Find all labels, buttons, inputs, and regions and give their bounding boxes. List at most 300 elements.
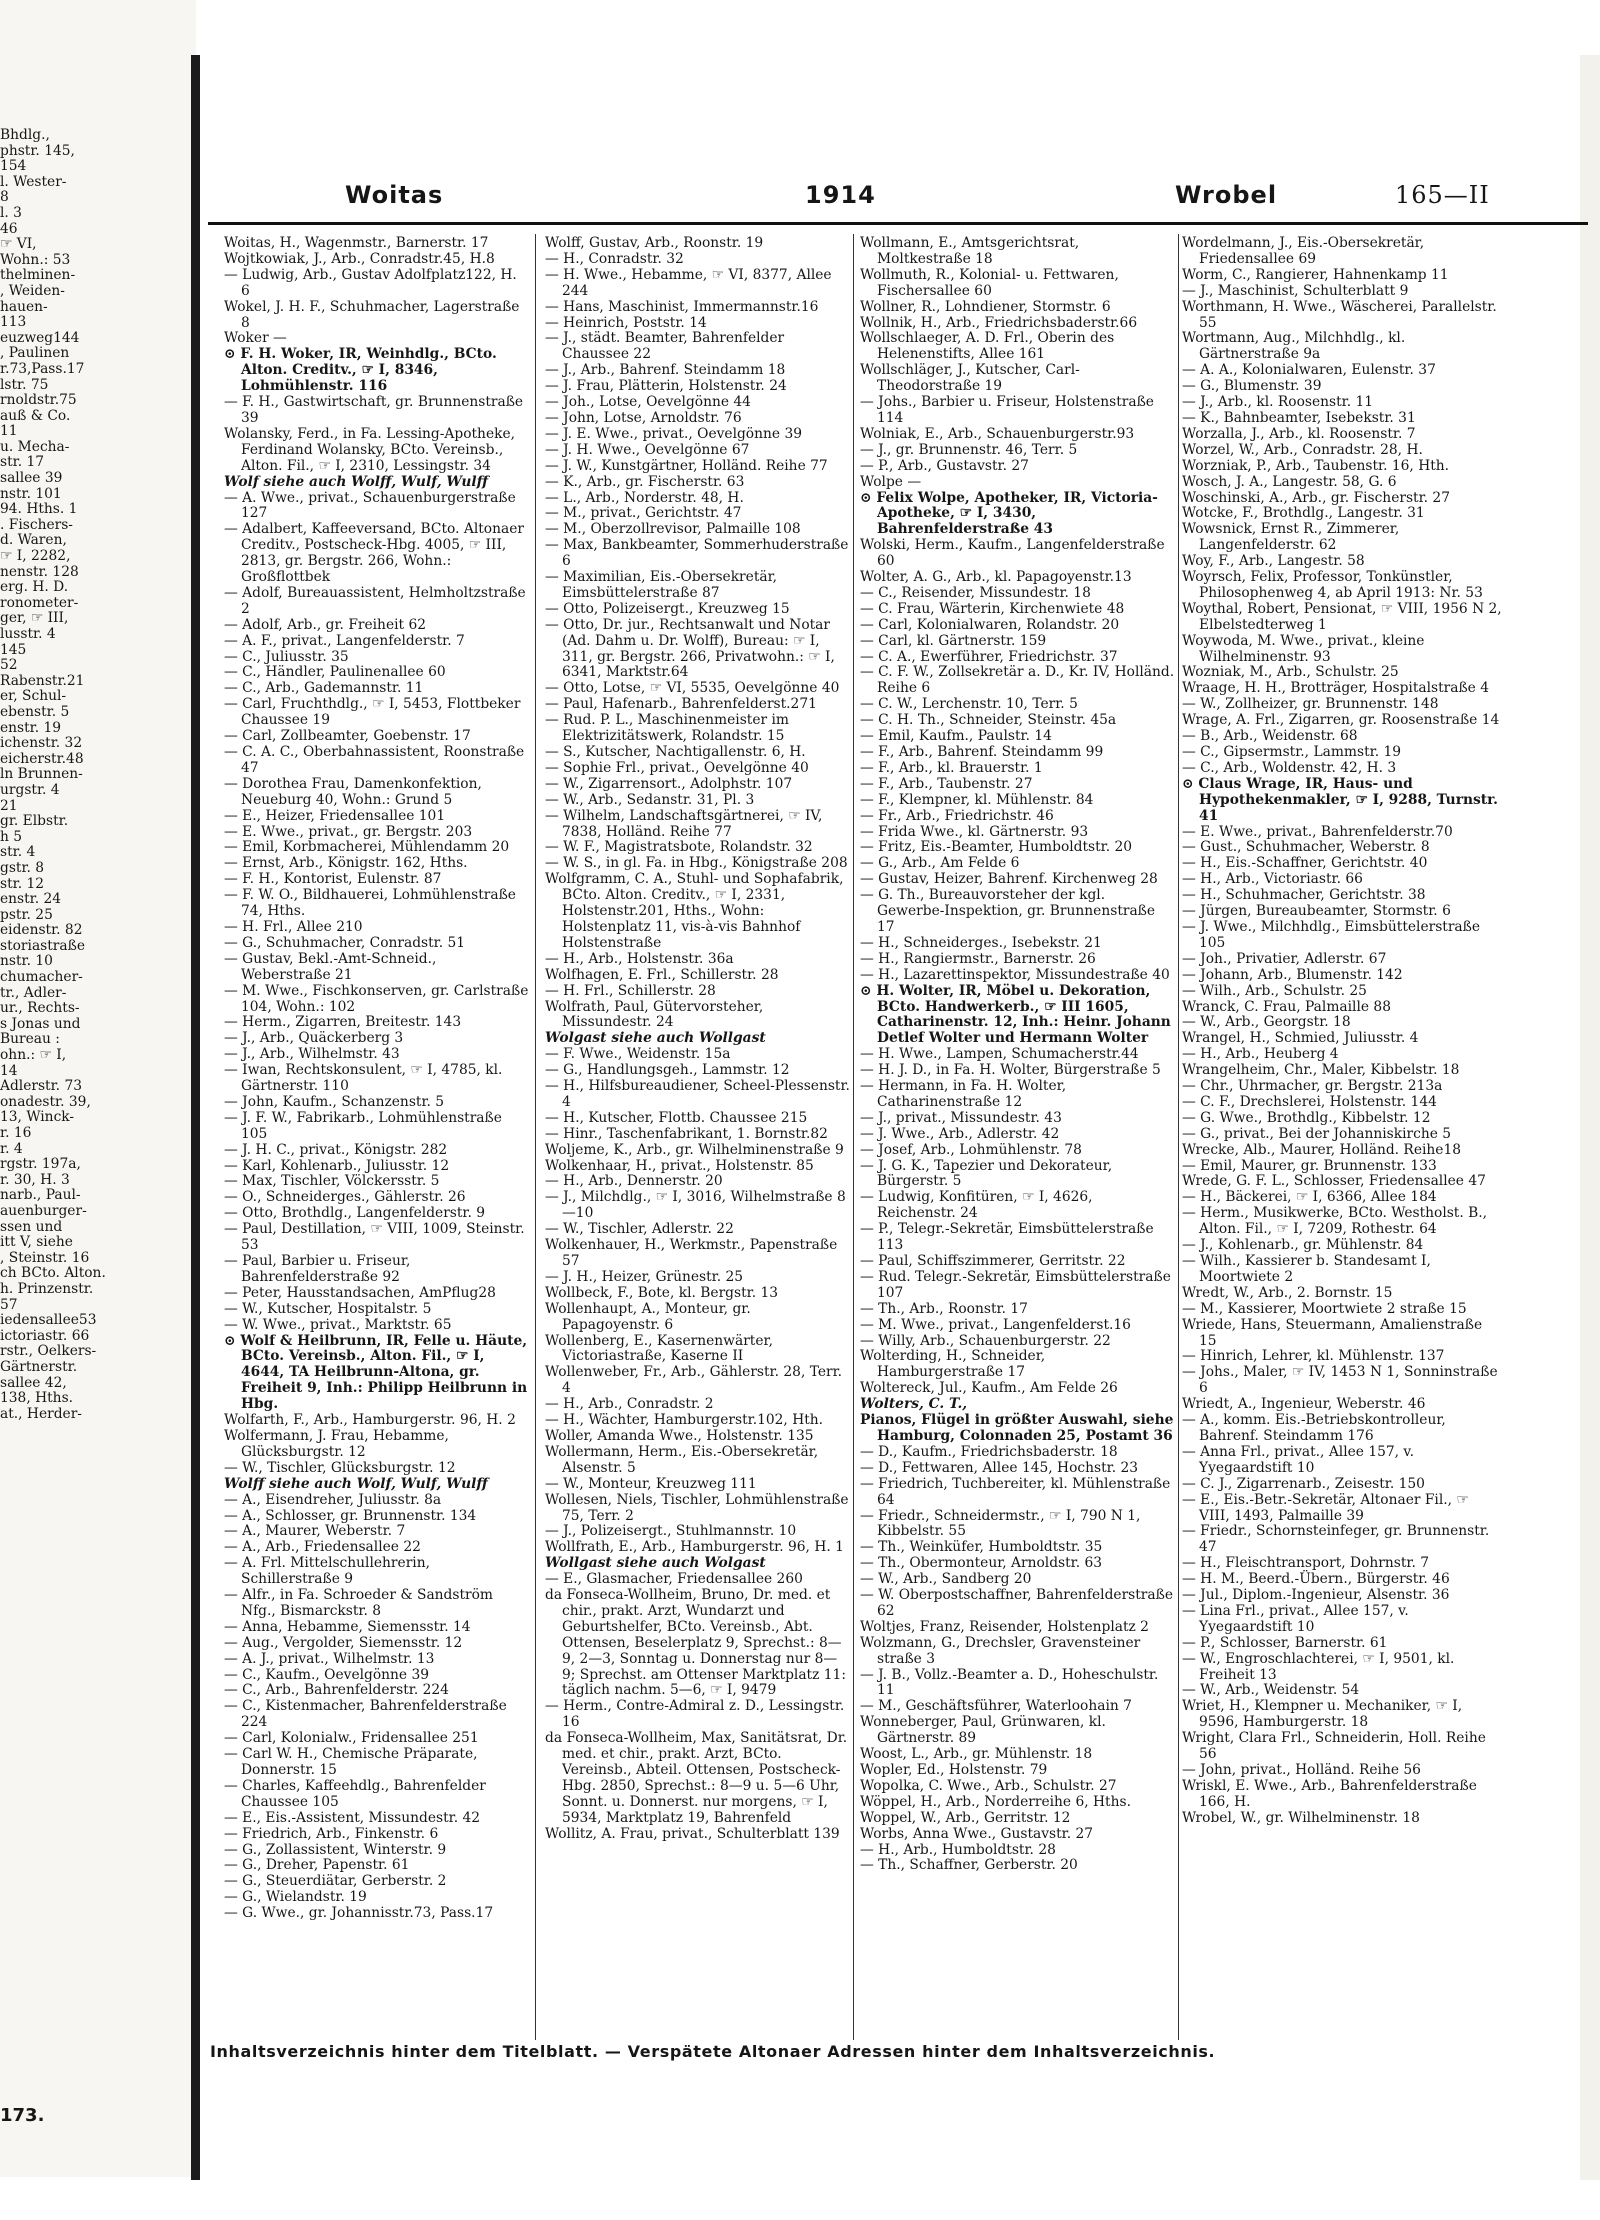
directory-entry: — J., Arb., Wilhelmstr. 43 — [224, 1046, 400, 1063]
directory-entry: — F., Arb., Bahrenf. Steindamm 99 — [860, 744, 1104, 760]
previous-page-line: 13, Winck- — [0, 1109, 75, 1126]
directory-entry: — Hans, Maschinist, Immermannstr.16 — [545, 298, 819, 315]
previous-page-line: ohn.: ☞ I, — [0, 1047, 67, 1064]
previous-page-line: euzweg144 — [0, 329, 80, 346]
directory-entry: — G. Wwe., gr. Johannisstr.73, Pass.17 — [224, 1905, 494, 1922]
previous-page-line: str. 12 — [0, 875, 45, 892]
previous-page-line: gstr. 8 — [0, 859, 45, 876]
directory-entry: — W., Engroschlachterei, ☞ I, 9501, kl. Freiheit 13 — [1182, 1650, 1455, 1683]
directory-entry: — J. Frau, Plätterin, Holstenstr. 24 — [545, 378, 787, 395]
directory-entry: — C., Kaufm., Oevelgönne 39 — [224, 1666, 430, 1683]
directory-entry: Woythal, Robert, Pensionat, ☞ VIII, 1956 N 2, Elbelstedterweg 1 — [1182, 600, 1502, 633]
directory-entry: — Gustav, Bekl.-Amt-Schneid., Weberstraße 21 — [224, 950, 437, 983]
previous-page-line: narb., Paul- — [0, 1187, 81, 1204]
directory-entry: — M. Wwe., Fischkonserven, gr. Carlstraße 104, Wohn.: 102 — [224, 982, 529, 1015]
directory-entry: — F. H., Kontorist, Eulenstr. 87 — [224, 871, 442, 888]
directory-entry: Woschinski, A., Arb., gr. Fischerstr. 27 — [1182, 489, 1450, 506]
directory-entry: ⊙ H. Wolter, IR, Möbel u. Dekoration, BCto. Handwerkerb., ☞ III 1605, Catharinenstr. 12, Inh.: Heinr. Johann Detlef Wolter und Hermann Wolter — [860, 982, 1171, 1047]
directory-entry: — C. Frau, Wärterin, Kirchenwiete 48 — [860, 600, 1125, 617]
directory-entry: — A. F., privat., Langenfelderstr. 7 — [224, 632, 465, 649]
directory-entry: — J., Polizeisergt., Stuhlmannstr. 10 — [545, 1523, 797, 1540]
directory-entry: Wright, Clara Frl., Schneiderin, Holl. Reihe 56 — [1182, 1730, 1486, 1763]
previous-page-line: str. 17 — [0, 454, 45, 471]
previous-page-line: nstr. 10 — [0, 953, 53, 970]
directory-entry: — W., Tischler, Adlerstr. 22 — [545, 1221, 734, 1238]
directory-entry: Wollitz, A. Frau, privat., Schulterblatt 139 — [545, 1825, 840, 1842]
previous-page-line: pstr. 25 — [0, 906, 53, 923]
directory-entry: — Wilhelm, Landschaftsgärtnerei, ☞ IV, 7838, Holländ. Reihe 77 — [545, 807, 823, 840]
directory-entry: — Adalbert, Kaffeeversand, BCto. Altonaer Creditv., Postscheck-Hbg. 4005, ☞ III, 2813, gr. Bergstr. 266, Wohn.: Großflottbek — [224, 521, 524, 586]
previous-page-line: lusstr. 4 — [0, 626, 56, 642]
directory-entry: — Carl, Kolonialwaren, Rolandstr. 20 — [860, 616, 1120, 633]
previous-page-line: l. Wester- — [0, 173, 67, 190]
previous-page-line: iedensallee53 — [0, 1312, 97, 1329]
previous-page-line: ebenstr. 5 — [0, 703, 70, 720]
directory-entry: Wrecke, Alb., Maurer, Holländ. Reihe18 — [1182, 1141, 1462, 1158]
directory-entry: — Maximilian, Eis.-Obersekretär, Eimsbüttelerstraße 87 — [545, 569, 778, 601]
previous-page-line: rstr., Oelkers- — [0, 1343, 97, 1360]
directory-entry: — J. F. W., Fabrikarb., Lohmühlenstraße 105 — [224, 1109, 502, 1142]
cross-reference-heading: Wollgast siehe auch Wolgast — [545, 1555, 766, 1572]
directory-entry: — H., Schneiderges., Isebekstr. 21 — [860, 934, 1102, 951]
directory-entry: — A., Maurer, Weberstr. 7 — [224, 1523, 406, 1540]
directory-entry: Worzniak, P., Arb., Taubenstr. 16, Hth. — [1182, 457, 1450, 474]
directory-entry: — J., gr. Brunnenstr. 46, Terr. 5 — [860, 441, 1078, 458]
previous-page-line: tr., Adler- — [0, 984, 67, 1001]
directory-entry: — A. J., privat., Wilhelmstr. 13 — [224, 1650, 435, 1667]
header-rule — [208, 222, 1588, 225]
header-first-entry: Woitas — [345, 181, 444, 209]
directory-entry: — Aug., Vergolder, Siemensstr. 12 — [224, 1634, 463, 1651]
directory-entry: — Rud. Telegr.-Sekretär, Eimsbüttelerstraße 107 — [860, 1268, 1171, 1301]
directory-entry: — C. A. C., Oberbahnassistent, Roonstraße 47 — [224, 744, 525, 776]
directory-entry: — A., komm. Eis.-Betriebskontrolleur, Bahrenf. Steindamm 176 — [1182, 1412, 1446, 1444]
directory-entry: — H., Wächter, Hamburgerstr.102, Hth. — [545, 1412, 824, 1429]
previous-page-line: phstr. 145, — [0, 142, 75, 159]
directory-entry: — Jürgen, Bureaubeamter, Stormstr. 6 — [1182, 903, 1451, 920]
directory-entry: Woyrsch, Felix, Professor, Tonkünstler, Philosophenweg 4, ab April 1913: Nr. 53 — [1182, 569, 1483, 601]
directory-entry: — H., Hilfsbureaudiener, Scheel-Plessenstr. 4 — [545, 1078, 850, 1110]
directory-entry: — Sophie Frl., privat., Oevelgönne 40 — [545, 759, 809, 776]
previous-page-line: chumacher- — [0, 969, 83, 986]
directory-entry: Wollfrath, E., Arb., Hamburgerstr. 96, H. 1 — [545, 1539, 844, 1556]
directory-entry: — C., Händler, Paulinenallee 60 — [224, 664, 446, 681]
directory-entry: — A. Frl. Mittelschullehrerin, Schillerstraße 9 — [224, 1555, 430, 1588]
directory-entry: — Emil, Maurer, gr. Brunnenstr. 133 — [1182, 1157, 1437, 1174]
directory-entry: — H., Arb., Heuberg 4 — [1182, 1046, 1339, 1063]
directory-entry: — H., Schuhmacher, Gerichtstr. 38 — [1182, 887, 1426, 904]
directory-entry: — C. F. W., Zollsekretär a. D., Kr. IV, Holländ. Reihe 6 — [860, 664, 1175, 697]
directory-column-3 — [860, 236, 1175, 2036]
directory-entry: — J., Arb., Quäckerberg 3 — [224, 1030, 404, 1047]
directory-entry: — C. F., Drechslerei, Holstenstr. 144 — [1182, 1093, 1437, 1110]
directory-entry: Wolkenhauer, H., Werkmstr., Papenstraße 57 — [545, 1237, 838, 1269]
directory-entry: — J. B., Vollz.-Beamter a. D., Hoheschulstr. 11 — [860, 1666, 1159, 1699]
directory-entry: — H., Arb., Conradstr. 2 — [545, 1396, 714, 1413]
previous-page-line: ☞ I, 2282, — [0, 548, 71, 565]
previous-page-line: h. Prinzenstr. — [0, 1280, 94, 1297]
directory-entry: — J. Wwe., Milchhdlg., Eimsbüttelerstraße 105 — [1182, 918, 1481, 951]
directory-entry: — F. W. O., Bildhauerei, Lohmühlenstraße 74, Hths. — [224, 887, 516, 920]
previous-page-line: str. 4 — [0, 844, 36, 861]
directory-entry: Woltereck, Jul., Kaufm., Am Felde 26 — [860, 1380, 1118, 1397]
directory-entry: — Gustav, Heizer, Bahrenf. Kirchenweg 28 — [860, 871, 1158, 888]
directory-entry: — A., Arb., Friedensallee 22 — [224, 1539, 421, 1556]
directory-entry: Wolfgramm, C. A., Stuhl- und Sophafabrik, BCto. Alton. Creditv., ☞ I, 2331, Holstenstr.201, Hths., Wohn: Holstenplatz 11, vis-à-vis Bahnhof Holstenstraße — [545, 871, 844, 951]
directory-entry: ⊙ Wolf & Heilbrunn, IR, Felle u. Häute, BCto. Vereinsb., Alton. Fil., ☞ I, 4644, TA Heilbrunn-Altona, gr. Freiheit 9, Inh.: Philipp Heilbrunn in Hbg. — [224, 1332, 528, 1413]
directory-entry: — Fritz, Eis.-Beamter, Humboldtstr. 20 — [860, 839, 1133, 856]
directory-entry: — H., Eis.-Schaffner, Gerichtstr. 40 — [1182, 855, 1428, 872]
directory-entry: — A., Schlosser, gr. Brunnenstr. 134 — [224, 1507, 477, 1524]
directory-column-2 — [545, 236, 850, 2036]
directory-entry: Wrede, G. F. L., Schlosser, Friedensallee 47 — [1182, 1173, 1486, 1190]
previous-page-line: , Steinstr. 16 — [0, 1249, 90, 1266]
directory-entry: Wriet, H., Klempner u. Mechaniker, ☞ I, 9596, Hamburgerstr. 18 — [1182, 1698, 1463, 1731]
directory-entry: Wollschlaeger, A. D. Frl., Oberin des Helenenstifts, Allee 161 — [860, 330, 1115, 363]
previous-page-line: 145 — [0, 641, 27, 658]
directory-entry: Wriskl, E. Wwe., Arb., Bahrenfelderstraße 166, H. — [1182, 1777, 1477, 1810]
directory-entry: — W. Oberpostschaffner, Bahrenfelderstraße 62 — [860, 1587, 1174, 1619]
directory-entry: — W., Monteur, Kreuzweg 111 — [545, 1475, 757, 1492]
directory-entry: — A. Wwe., privat., Schauenburgerstraße 127 — [224, 489, 516, 522]
directory-entry: — J. H. C., privat., Königstr. 282 — [224, 1141, 448, 1158]
directory-entry: — Dorothea Frau, Damenkonfektion, Neueburg 40, Wohn.: Grund 5 — [224, 775, 482, 808]
directory-entry: — A. A., Kolonialwaren, Eulenstr. 37 — [1182, 362, 1436, 379]
directory-entry: Woker — — [224, 330, 287, 347]
previous-page-line: ln Brunnen- — [0, 766, 83, 783]
previous-page-line: r. 16 — [0, 1125, 32, 1141]
directory-entry: Wollenweber, Fr., Arb., Gählerstr. 28, Terr. 4 — [545, 1364, 843, 1397]
previous-page-line: sallee 42, — [0, 1374, 67, 1391]
directory-entry: — H., Kutscher, Flottb. Chaussee 215 — [545, 1109, 808, 1126]
directory-entry: Wrobel, W., gr. Wilhelminenstr. 18 — [1182, 1809, 1420, 1826]
directory-entry: Wolfhagen, E. Frl., Schillerstr. 28 — [545, 966, 779, 983]
directory-entry: — H. Wwe., Hebamme, ☞ VI, 8377, Allee 244 — [545, 266, 832, 299]
directory-entry: — J., städt. Beamter, Bahrenfelder Chaussee 22 — [545, 330, 785, 363]
directory-entry: — G., Arb., Am Felde 6 — [860, 855, 1020, 872]
previous-page-line: , Weiden- — [0, 282, 65, 299]
previous-page-line: rgstr. 197a, — [0, 1156, 81, 1173]
directory-entry: — W., Zollheizer, gr. Brunnenstr. 148 — [1182, 696, 1439, 713]
cross-reference-heading: Wolff siehe auch Wolf, Wulf, Wulff — [224, 1475, 488, 1492]
directory-entry: — Iwan, Rechtskonsulent, ☞ I, 4785, kl. Gärtnerstr. 110 — [224, 1062, 503, 1095]
directory-entry: — C., Gipsermstr., Lammstr. 19 — [1182, 744, 1402, 760]
directory-entry: — M., privat., Gerichtstr. 47 — [545, 505, 742, 522]
directory-entry: — G. Wwe., Brothdlg., Kibbelstr. 12 — [1182, 1109, 1431, 1126]
directory-entry: — John, Lotse, Arnoldstr. 76 — [545, 409, 742, 426]
directory-entry: Wolkenhaar, H., privat., Holstenstr. 85 — [545, 1157, 814, 1174]
directory-entry: Wolfermann, J. Frau, Hebamme, Glücksburgstr. 12 — [224, 1427, 449, 1460]
directory-entry: — K., Bahnbeamter, Isebekstr. 31 — [1182, 409, 1416, 426]
previous-page-line: enstr. 19 — [0, 719, 62, 736]
directory-entry: — C. H. Th., Schneider, Steinstr. 45a — [860, 712, 1117, 729]
directory-entry: — W., Arb., Weidenstr. 54 — [1182, 1682, 1360, 1699]
directory-entry: Wrangelheim, Chr., Maler, Kibbelstr. 18 — [1182, 1062, 1460, 1079]
directory-entry: — M., Geschäftsführer, Waterloohain 7 — [860, 1698, 1132, 1715]
previous-page-line: gr. Elbstr. — [0, 813, 69, 830]
directory-entry: Wollner, R., Lohndiener, Stormstr. 6 — [860, 298, 1111, 315]
directory-entry: — J., Arb., kl. Roosenstr. 11 — [1182, 394, 1374, 411]
directory-entry: — Lina Frl., privat., Allee 157, v. Yyegaardstift 10 — [1182, 1602, 1409, 1635]
previous-page-line: eicherstr.48 — [0, 750, 84, 767]
directory-entry: — Friedrich, Tuchbereiter, kl. Mühlenstraße 64 — [860, 1475, 1171, 1508]
directory-entry: Woy, F., Arb., Langestr. 58 — [1182, 553, 1365, 570]
directory-entry: — W. S., in gl. Fa. in Hbg., Königstraße 208 — [545, 855, 848, 872]
directory-entry: — Joh., Privatier, Adlerstr. 67 — [1182, 950, 1387, 967]
directory-entry: — Adolf, Arb., gr. Freiheit 62 — [224, 616, 427, 633]
directory-entry: — Peter, Hausstandsachen, AmPflug28 — [224, 1284, 496, 1301]
directory-entry: — G. Th., Bureauvorsteher der kgl. Gewerbe-Inspektion, gr. Brunnenstraße 17 — [860, 887, 1156, 935]
directory-entry: — Herm., Musikwerke, BCto. Westholst. B., Alton. Fil., ☞ I, 7209, Rothestr. 64 — [1182, 1205, 1488, 1238]
directory-entry: — W. Wwe., privat., Marktstr. 65 — [224, 1316, 452, 1333]
previous-page-line: 21 — [0, 797, 18, 814]
directory-entry: — Herm., Contre-Admiral z. D., Lessingstr. 16 — [545, 1698, 845, 1731]
directory-entry: — Rud. P. L., Maschinenmeister im Elektrizitätswerk, Rolandstr. 15 — [545, 712, 789, 745]
previous-page-line: ch BCto. Alton. — [0, 1265, 106, 1282]
directory-entry: — B., Arb., Weidenstr. 68 — [1182, 728, 1358, 745]
previous-page-line: , Paulinen — [0, 345, 70, 362]
directory-entry: — Friedrich, Arb., Finkenstr. 6 — [224, 1825, 439, 1842]
directory-entry: Woltjes, Franz, Reisender, Holstenplatz 2 — [860, 1618, 1149, 1635]
previous-page-line: enstr. 24 — [0, 891, 62, 908]
directory-entry: — J. E. Wwe., privat., Oevelgönne 39 — [545, 425, 802, 442]
directory-entry: Woitas, H., Wagenmstr., Barnerstr. 17 — [224, 236, 489, 251]
directory-entry: Wolter, A. G., Arb., kl. Papagoyenstr.13 — [860, 569, 1132, 586]
directory-entry: — Wilh., Kassierer b. Standesamt I, Moortwiete 2 — [1182, 1253, 1431, 1285]
directory-entry: Wolfarth, F., Arb., Hamburgerstr. 96, H. 2 — [224, 1412, 516, 1429]
directory-entry: — C. W., Lerchenstr. 10, Terr. 5 — [860, 696, 1078, 713]
previous-page-line: lstr. 75 — [0, 376, 49, 393]
directory-entry: — Wilh., Arb., Schulstr. 25 — [1182, 982, 1367, 999]
previous-page-line: ronometer- — [0, 594, 79, 611]
directory-entry: — E., Glasmacher, Friedensallee 260 — [545, 1571, 803, 1588]
directory-entry: Woljeme, K., Arb., gr. Wilhelminenstraße 9 — [545, 1141, 844, 1158]
directory-entry: — H., Arb., Holstenstr. 36a — [545, 950, 734, 967]
directory-entry: — S., Kutscher, Nachtigallenstr. 6, H. — [545, 744, 806, 760]
directory-entry: Wolzmann, G., Drechsler, Gravensteiner straße 3 — [860, 1634, 1141, 1667]
previous-page-line: Wohn.: 53 — [0, 251, 71, 268]
directory-entry: — G., Wielandstr. 19 — [224, 1889, 367, 1906]
directory-column-4 — [1182, 236, 1502, 2036]
directory-entry: — G., Schuhmacher, Conradstr. 51 — [224, 934, 466, 951]
previous-page-line: ☞ VI, — [0, 236, 37, 253]
directory-entry: Wolansky, Ferd., in Fa. Lessing-Apotheke, Ferdinand Wolansky, BCto. Vereinsb., Alton. Fil., ☞ I, 2310, Lessingstr. 34 — [224, 425, 516, 474]
directory-entry: — C., Arb., Woldenstr. 42, H. 3 — [1182, 759, 1397, 776]
directory-entry: — G., Steuerdiätar, Gerberstr. 2 — [224, 1873, 447, 1890]
directory-entry: — E. Wwe., privat., Bahrenfelderstr.70 — [1182, 823, 1453, 840]
directory-entry: — G., Dreher, Papenstr. 61 — [224, 1857, 410, 1874]
directory-entry: Wollenhaupt, A., Monteur, gr. Papagoyenstr. 6 — [545, 1300, 751, 1333]
directory-entry: — Heinrich, Poststr. 14 — [545, 314, 707, 331]
directory-entry: Wrangel, H., Schmied, Juliusstr. 4 — [1182, 1030, 1419, 1047]
directory-entry: — J. H. Wwe., Oevelgönne 67 — [545, 441, 750, 458]
directory-entry: — C., Reisender, Missundestr. 18 — [860, 584, 1091, 601]
directory-entry: Wollnik, H., Arb., Friedrichsbaderstr.66 — [860, 314, 1138, 331]
directory-entry: — W., Arb., Sandberg 20 — [860, 1571, 1032, 1588]
directory-entry: — Otto, Brothdlg., Langenfelderstr. 9 — [224, 1205, 486, 1222]
directory-entry: — Herm., Zigarren, Breitestr. 143 — [224, 1014, 462, 1031]
directory-entry: Wotcke, F., Brothdlg., Langestr. 31 — [1182, 505, 1425, 522]
directory-entry: — H., Rangiermstr., Barnerstr. 26 — [860, 950, 1096, 967]
directory-entry: Wollermann, Herm., Eis.-Obersekretär, Alsenstr. 5 — [545, 1443, 819, 1476]
directory-entry: — J., Maschinist, Schulterblatt 9 — [1182, 282, 1409, 299]
directory-entry: — Anna, Hebamme, Siemensstr. 14 — [224, 1618, 471, 1635]
directory-entry: Wolniak, E., Arb., Schauenburgerstr.93 — [860, 425, 1135, 442]
directory-entry: — W., Kutscher, Hospitalstr. 5 — [224, 1300, 432, 1317]
previous-page-line: nenstr. 128 — [0, 563, 79, 580]
directory-entry: — Josef, Arb., Lohmühlenstr. 78 — [860, 1141, 1082, 1158]
previous-page-line: r.73,Pass.17 — [0, 360, 85, 377]
previous-page-line: 138, Hths. — [0, 1390, 74, 1407]
directory-entry: — Carl, Kolonialw., Fridensallee 251 — [224, 1730, 479, 1747]
directory-entry: Woller, Amanda Wwe., Holstenstr. 135 — [545, 1427, 814, 1444]
directory-entry: — G., privat., Bei der Johanniskirche 5 — [1182, 1125, 1452, 1142]
directory-entry: — C., Kistenmacher, Bahrenfelderstraße 224 — [224, 1698, 507, 1731]
previous-page-line: r. 30, H. 3 — [0, 1171, 70, 1188]
directory-entry: — E. Wwe., privat., gr. Bergstr. 203 — [224, 823, 473, 840]
directory-entry: Wolfrath, Paul, Gütervorsteher, Missundestr. 24 — [545, 998, 764, 1031]
previous-page-line: 46 — [0, 220, 18, 237]
directory-entry: — D., Kaufm., Friedrichsbaderstr. 18 — [860, 1443, 1118, 1460]
previous-page-line: Adlerstr. 73 — [0, 1078, 82, 1095]
previous-page-line: nstr. 101 — [0, 485, 62, 502]
previous-page-number: 173. — [0, 2105, 45, 2126]
previous-page-line: eidenstr. 82 — [0, 922, 83, 939]
previous-page-line: hauen- — [0, 298, 48, 315]
directory-entry: ⊙ Claus Wrage, IR, Haus- und Hypothekenmakler, ☞ I, 9288, Turnstr. 41 — [1182, 775, 1498, 824]
directory-entry: Worbs, Anna Wwe., Gustavstr. 27 — [860, 1825, 1094, 1842]
directory-entry: — W., Tischler, Glücksburgstr. 12 — [224, 1459, 456, 1476]
directory-entry: — H., Arb., Humboldtstr. 28 — [860, 1841, 1056, 1858]
directory-entry: — Karl, Kohlenarb., Juliusstr. 12 — [224, 1157, 450, 1174]
directory-entry: — M. Wwe., privat., Langenfelderst.16 — [860, 1316, 1131, 1333]
previous-page-line: auenburger- — [0, 1202, 87, 1219]
directory-entry: — C., Arb., Gademannstr. 11 — [224, 680, 424, 697]
previous-page-line: Bhdlg., — [0, 128, 50, 143]
directory-entry: — J., Milchdlg., ☞ I, 3016, Wilhelmstraße 8—10 — [545, 1189, 846, 1222]
directory-entry: Wowsnick, Ernst R., Zimmerer, Langenfelderstr. 62 — [1182, 521, 1400, 554]
directory-entry: — Carl, kl. Gärtnerstr. 159 — [860, 632, 1047, 649]
previous-page-line: auß & Co. — [0, 407, 71, 424]
previous-page-line: thelminen- — [0, 267, 76, 284]
directory-entry: — F., Arb., kl. Brauerstr. 1 — [860, 759, 1043, 776]
previous-page-line: urgstr. 4 — [0, 781, 60, 798]
directory-entry: — Emil, Kaufm., Paulstr. 14 — [860, 728, 1052, 745]
directory-entry: — J. W., Kunstgärtner, Holländ. Reihe 77 — [545, 457, 828, 474]
directory-entry: — J. Wwe., Arb., Adlerstr. 42 — [860, 1125, 1060, 1142]
directory-entry: — H. M., Beerd.-Übern., Bürgerstr. 46 — [1182, 1571, 1450, 1588]
directory-entry: — Hinr., Taschenfabrikant, 1. Bornstr.82 — [545, 1125, 828, 1142]
directory-entry: — Hermann, in Fa. H. Wolter, Catharinenstraße 12 — [860, 1078, 1067, 1110]
directory-entry: — Charles, Kaffeehdlg., Bahrenfelder Chaussee 105 — [224, 1777, 486, 1810]
directory-entry: Worm, C., Rangierer, Hahnenkamp 11 — [1182, 266, 1449, 283]
directory-entry: — H., Arb., Victoriastr. 66 — [1182, 871, 1363, 888]
directory-entry: — E., Eis.-Assistent, Missundestr. 42 — [224, 1809, 481, 1826]
directory-entry: — Alfr., in Fa. Schroeder & Sandström Nfg., Bismarckstr. 8 — [224, 1587, 493, 1619]
directory-entry: — Carl, Zollbeamter, Goebenstr. 17 — [224, 728, 471, 745]
directory-entry: — C., Juliusstr. 35 — [224, 648, 349, 665]
previous-page-line: s Jonas und — [0, 1015, 81, 1032]
directory-entry: — Carl W. H., Chemische Präparate, Donnerstr. 15 — [224, 1746, 478, 1778]
directory-entry: — J., privat., Missundestr. 43 — [860, 1109, 1062, 1126]
directory-entry: Wolff, Gustav, Arb., Roonstr. 19 — [545, 236, 764, 251]
previous-page-line: at., Herder- — [0, 1405, 82, 1422]
directory-entry: — D., Fettwaren, Allee 145, Hochstr. 23 — [860, 1459, 1139, 1476]
cross-reference-heading: Wolf siehe auch Wolff, Wulf, Wulff — [224, 473, 489, 490]
directory-entry: — G., Handlungsgeh., Lammstr. 12 — [545, 1062, 790, 1079]
previous-page-line: r. 4 — [0, 1140, 23, 1157]
directory-entry: — Otto, Polizeisergt., Kreuzweg 15 — [545, 600, 790, 617]
previous-page-line: u. Mecha- — [0, 438, 70, 455]
directory-entry: — W., Arb., Georgstr. 18 — [1182, 1014, 1351, 1031]
previous-page-line: erg. H. D. — [0, 579, 69, 596]
directory-entry: — F., Klempner, kl. Mühlenstr. 84 — [860, 791, 1094, 808]
directory-entry: — J., Kohlenarb., gr. Mühlenstr. 84 — [1182, 1237, 1424, 1254]
directory-entry: da Fonseca-Wollheim, Max, Sanitätsrat, Dr. med. et chir., prakt. Arzt, BCto. Vereinsb., Abteil. Ottensen, Postscheck-Hbg. 2850, Sprechst.: 8—9 u. 5—6 Uhr, Sonnt. u. Donnerst. nur morgens, ☞ I, 5934, Marktplatz 19, Bahrenfeld — [545, 1730, 848, 1826]
directory-entry: — Paul, Schiffszimmerer, Gerritstr. 22 — [860, 1253, 1126, 1269]
previous-page-line: 154 — [0, 158, 27, 175]
previous-page-line: sallee 39 — [0, 470, 63, 487]
previous-page-line: d. Waren, — [0, 532, 67, 549]
previous-page-line: 113 — [0, 314, 27, 331]
previous-page-line: ictoriastr. 66 — [0, 1327, 90, 1344]
previous-page-line: onadestr. 39, — [0, 1093, 91, 1110]
directory-entry: — Max, Tischler, Völckersstr. 5 — [224, 1173, 440, 1190]
directory-entry: — Adolf, Bureauassistent, Helmholtzstraße 2 — [224, 584, 526, 617]
directory-entry: — C. A., Ewerführer, Friedrichstr. 37 — [860, 648, 1118, 665]
directory-entry: — H. Wwe., Lampen, Schumacherstr.44 — [860, 1046, 1139, 1063]
previous-page-line: l. 3 — [0, 204, 22, 221]
directory-entry: — H. Frl., Allee 210 — [224, 918, 363, 935]
previous-page-edge — [0, 0, 196, 2177]
directory-entry: Wriede, Hans, Steuermann, Amalienstraße 15 — [1182, 1316, 1483, 1349]
directory-entry: — W., Arb., Sedanstr. 31, Pl. 3 — [545, 791, 755, 808]
directory-entry: Wortmann, Aug., Milchhdlg., kl. Gärtnerstraße 9a — [1182, 330, 1406, 363]
column-divider — [853, 234, 854, 2040]
directory-entry: — P., Arb., Gustavstr. 27 — [860, 457, 1029, 474]
cross-reference-heading: Wolters, C. T., — [860, 1396, 968, 1413]
previous-page-line: Rabenstr.21 — [0, 672, 85, 689]
directory-entry: — H. J. D., in Fa. H. Wolter, Bürgerstraße 5 — [860, 1062, 1161, 1079]
directory-entry: — H., Lazarettinspektor, Missundestraße 40 — [860, 966, 1170, 983]
directory-entry: — M., Oberzollrevisor, Palmaille 108 — [545, 521, 801, 538]
previous-page-line: ur., Rechts- — [0, 1000, 80, 1017]
directory-entry: — L., Arb., Norderstr. 48, H. — [545, 489, 744, 506]
directory-entry: — K., Arb., gr. Fischerstr. 63 — [545, 473, 745, 490]
directory-entry: — W. F., Magistratsbote, Rolandstr. 32 — [545, 839, 813, 856]
directory-entry: — Emil, Korbmacherei, Mühlendamm 20 — [224, 839, 510, 856]
directory-entry: — H., Conradstr. 32 — [545, 250, 684, 267]
directory-entry: — Otto, Dr. jur., Rechtsanwalt und Notar (Ad. Dahm u. Dr. Wolff), Bureau: ☞ I, 311, gr. Bergstr. 266, Privatwohn.: ☞ I, 6341, Marktstr.64 — [545, 616, 835, 681]
directory-entry: — P., Schlosser, Barnerstr. 61 — [1182, 1634, 1388, 1651]
directory-entry: Worthmann, H. Wwe., Wäscherei, Parallelstr. 55 — [1182, 298, 1497, 331]
directory-entry: — E., Heizer, Friedensallee 101 — [224, 807, 446, 824]
directory-entry: Wriedt, A., Ingenieur, Weberstr. 46 — [1182, 1396, 1426, 1413]
directory-entry: — Ernst, Arb., Königstr. 162, Hths. — [224, 855, 468, 872]
page-number: 165—II — [1395, 181, 1490, 209]
directory-entry: — Th., Obermonteur, Arnoldstr. 63 — [860, 1555, 1103, 1572]
directory-entry: Woywoda, M. Wwe., privat., kleine Wilhelminenstr. 93 — [1182, 632, 1425, 665]
directory-entry: Wojtkowiak, J., Arb., Conradstr.45, H.8 — [224, 250, 495, 267]
directory-entry: Worzalla, J., Arb., kl. Roosenstr. 7 — [1182, 425, 1416, 442]
directory-entry: — E., Eis.-Betr.-Sekretär, Altonaer Fil., ☞ VIII, 1493, Palmaille 39 — [1182, 1491, 1469, 1524]
directory-entry: — Johs., Barbier u. Friseur, Holstenstraße 114 — [860, 394, 1154, 426]
previous-page-line: Bureau : — [0, 1031, 60, 1048]
directory-entry: — M., Kassierer, Moortwiete 2 straße 15 — [1182, 1300, 1467, 1317]
directory-entry: — John, Kaufm., Schanzenstr. 5 — [224, 1093, 445, 1110]
directory-entry: Wollbeck, F., Bote, kl. Bergstr. 13 — [545, 1284, 779, 1301]
directory-entry: — Jul., Diplom.-Ingenieur, Alsenstr. 36 — [1182, 1587, 1450, 1604]
